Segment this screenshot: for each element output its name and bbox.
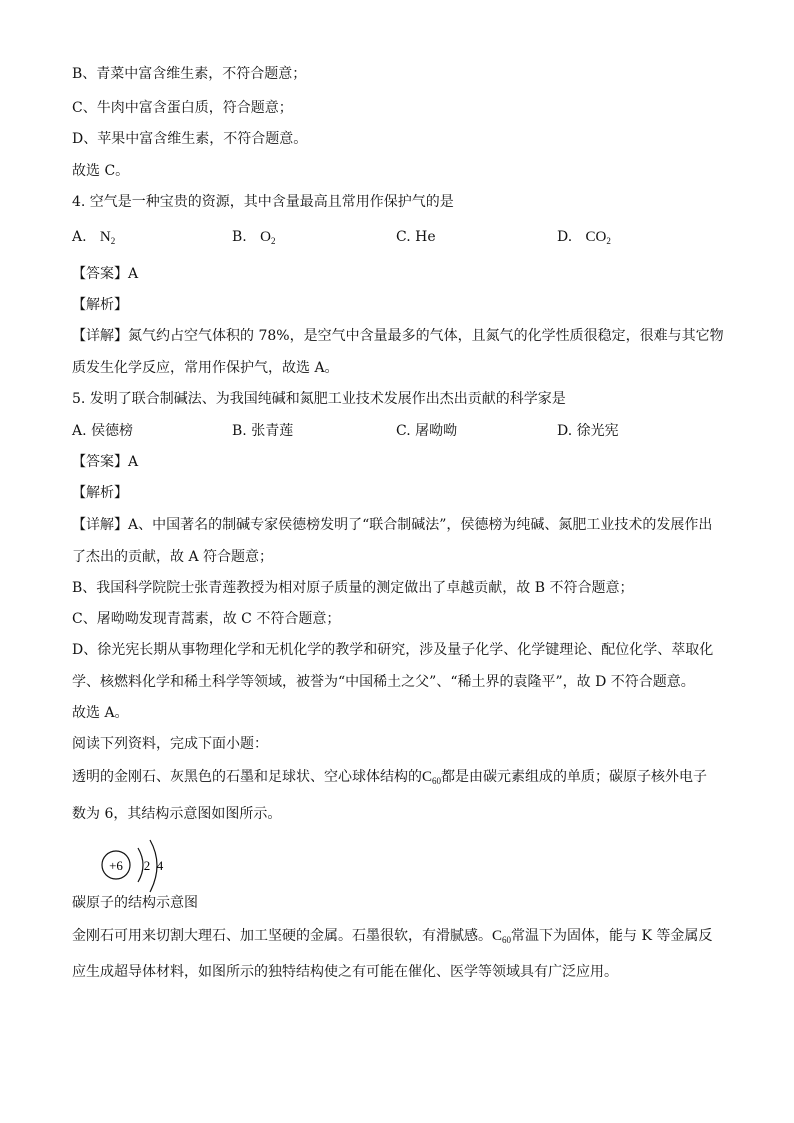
text-line: B、青菜中富含维生素，不符合题意；	[72, 66, 307, 82]
q5-option-d: D. 徐光宪	[557, 423, 619, 439]
text-line: D、苹果中富含维生素，不符合题意。	[72, 131, 308, 147]
text-line: 故选 C。	[72, 163, 130, 179]
formula-sub: 2	[270, 236, 276, 246]
c60-formula	[492, 928, 511, 944]
formula	[100, 229, 115, 245]
formula-sub: 60	[502, 935, 512, 945]
material-text: 常温下为固体，能与 K 等金属反	[511, 928, 713, 944]
formula-sub: 2	[110, 236, 116, 246]
q4-option-c: C. He	[396, 229, 436, 245]
detail-line: C、屠呦呦发现青蒿素，故 C 不符合题意；	[72, 611, 341, 627]
detail-line: 故选 A。	[72, 705, 129, 721]
formula	[260, 229, 275, 245]
q5-option-b: B. 张青莲	[232, 423, 294, 439]
formula-main: O	[260, 229, 271, 245]
q5-option-a: A. 侯德榜	[72, 423, 134, 439]
formula	[586, 229, 611, 245]
material-line: 应生成超导体材料，如图所示的独特结构使之有可能在催化、医学等领域具有广泛应用。	[72, 964, 618, 980]
material-line: 数为 6，其结构示意图如图所示。	[72, 806, 282, 822]
carbon-atom-diagram	[98, 838, 178, 898]
formula-sub: 60	[432, 776, 442, 786]
formula-sub: 2	[606, 236, 611, 246]
formula-main: N	[99, 229, 111, 245]
formula-main: CO	[585, 229, 607, 245]
reading-instruction: 阅读下列资料，完成下面小题：	[72, 736, 268, 752]
q4-option-a	[72, 227, 115, 251]
material-line	[72, 767, 707, 791]
question-4: 4. 空气是一种宝贵的资源，其中含量最高且常用作保护气的是	[72, 194, 454, 210]
detail-line: 【详解】氮气约占空气体积的 78%，是空气中含量最多的气体，且氮气的化学性质很稳定，很难与其它物	[72, 328, 724, 344]
option-label: D.	[557, 229, 573, 245]
text-line: C、牛肉中富含蛋白质，符合题意；	[72, 100, 293, 116]
option-label: B.	[232, 229, 247, 245]
formula-main: C	[492, 928, 503, 944]
answer-line: 【答案】A	[72, 266, 139, 282]
q4-option-b	[232, 227, 275, 251]
detail-line: 学、核燃料化学和稀土科学等领域，被誉为“中国稀土之父”、“稀土界的袁隆平”，故 D 不符合题意。	[72, 674, 695, 690]
material-text: 金刚石可用来切割大理石、加工坚硬的金属。石墨很软，有滑腻感。	[72, 928, 492, 944]
nucleus-charge: +6	[109, 858, 123, 873]
analysis-heading: 【解析】	[72, 297, 128, 313]
c60-formula	[422, 769, 441, 785]
electron-shell-1	[138, 848, 143, 882]
detail-line: 【详解】A、中国著名的制碱专家侯德榜发明了“联合制碱法”，侯德榜为纯碱、氮肥工业技术的发展作出	[72, 517, 713, 533]
detail-line: 了杰出的贡献，故 A 符合题意；	[72, 549, 274, 565]
option-label: A.	[72, 229, 87, 245]
detail-line: 质发生化学反应，常用作保护气，故选 A。	[72, 360, 339, 376]
q5-option-c: C. 屠呦呦	[396, 423, 458, 439]
material-text: 透明的金刚石、灰黑色的石墨和足球状、空心球体结构的	[72, 769, 422, 785]
answer-line: 【答案】A	[72, 454, 139, 470]
analysis-heading: 【解析】	[72, 485, 128, 501]
formula-main: C	[422, 769, 433, 785]
question-5: 5. 发明了联合制碱法、为我国纯碱和氮肥工业技术发展作出杰出贡献的科学家是	[72, 391, 566, 407]
detail-line: D、徐光宪长期从事物理化学和无机化学的教学和研究，涉及量子化学、化学键理论、配位化学、萃取化	[72, 642, 714, 658]
material-line	[72, 926, 712, 950]
shell-1-electrons: 2	[143, 858, 151, 873]
shell-2-electrons: 4	[156, 858, 164, 873]
diagram-caption: 碳原子的结构示意图	[72, 895, 198, 911]
q4-option-d	[557, 227, 611, 251]
detail-line: B、我国科学院院士张青莲教授为相对原子质量的测定做出了卓越贡献，故 B 不符合题意；	[72, 580, 634, 596]
material-text: 都是由碳元素组成的单质；碳原子核外电子	[441, 769, 708, 785]
